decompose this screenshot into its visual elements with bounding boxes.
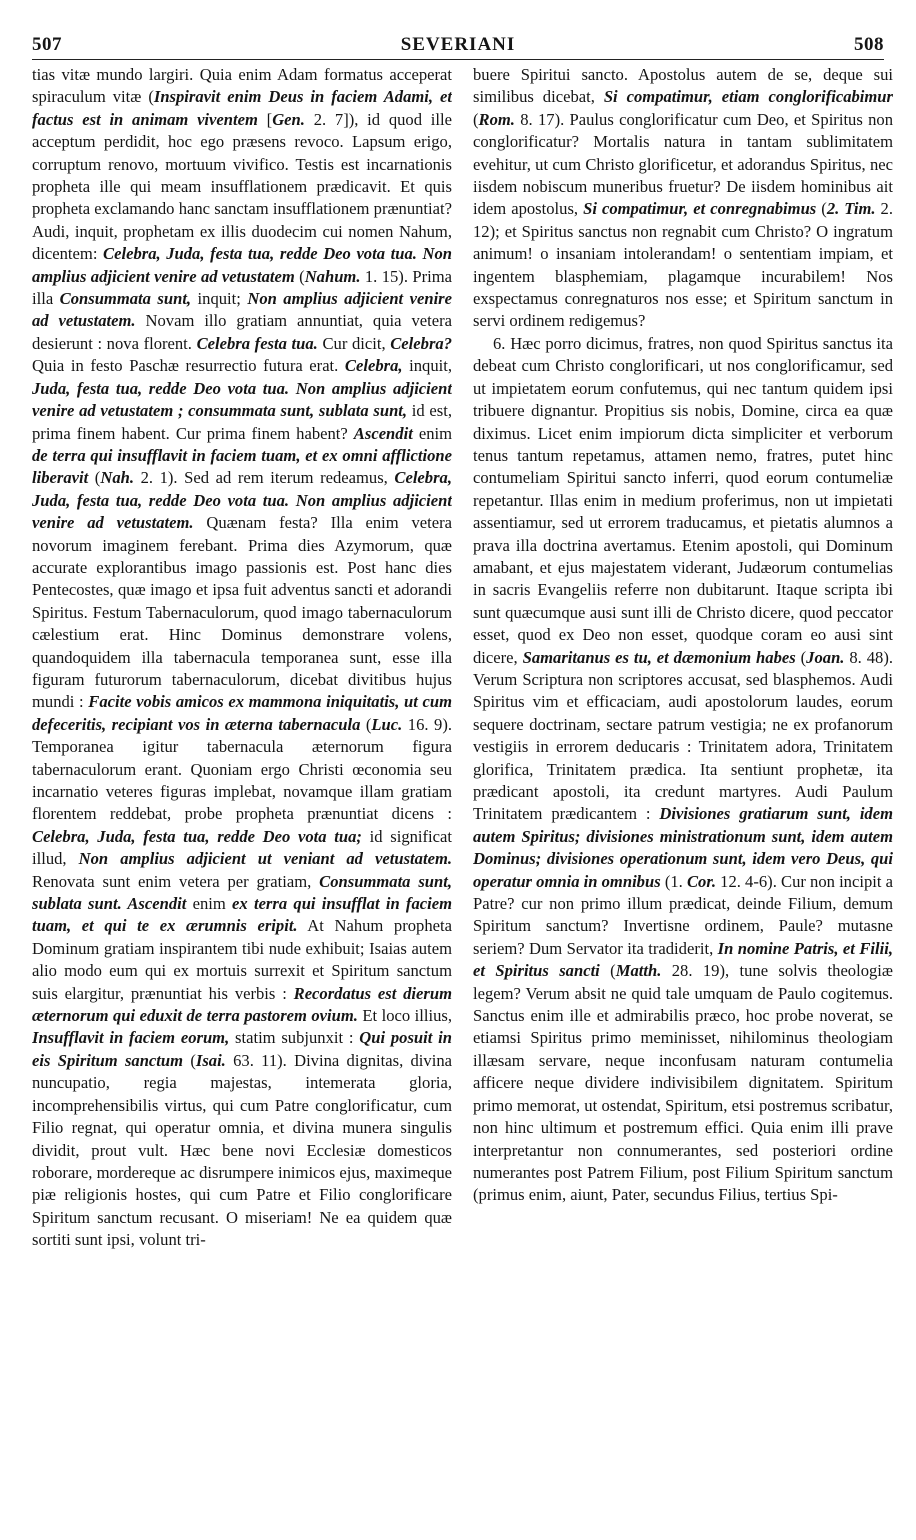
running-title: SEVERIANI [400, 34, 516, 55]
text-run: ( [360, 714, 372, 734]
page-number-right: 508 [854, 34, 884, 55]
italic-run: de terra qui insufflavit in faciem tuam, et ex omni afflictione liberavit [32, 445, 452, 488]
page-header [32, 34, 884, 58]
text-run: ( [88, 468, 101, 488]
text-run: 12. 4-6). Cur non incipit a Patre? cur non primo illum prædicat, deinde Filium, demum Spiritum sanctum? Invertisne ordinem, Paule? mutasne seriem? Dum Servator ita tradiderit, [473, 871, 893, 958]
italic-run: Juda, festa tua, redde Deo vota tua. Non amplius adjicient venire ad vetustatem ; consummata sunt, sublata sunt, [32, 378, 452, 421]
italic-run: Matth. [615, 961, 662, 981]
text-run: inquit; [191, 289, 248, 309]
italic-run: Nahum. [304, 266, 361, 286]
left-column [32, 64, 452, 1516]
italic-run: Insufflavit in faciem eorum, [32, 1028, 230, 1048]
italic-run: Nah. [100, 468, 135, 488]
paragraph [32, 64, 452, 1252]
text-run: id est, prima finem habent. Cur prima finem habent? [32, 401, 452, 443]
italic-run: 2. Tim. [826, 199, 876, 219]
text-run: ( [183, 1050, 196, 1070]
text-run: 8. 17). Paulus conglorificatur cum Deo, et Spiritus non conglorificatur? Mortalis natura in tantam sublimitatem evehitur, ut cum Christo glorificetur, et adorandus Spiritus, nec iisdem nobiscum muneribus fruetur? De iisdem hominibus ait idem apostolus, [473, 109, 893, 219]
italic-run: Gen. [272, 109, 305, 129]
italic-run: Luc. [371, 714, 403, 734]
italic-run: In nomine Patris, et Filii, et Spiritus sancti [473, 938, 893, 981]
text-run: 6. Hæc porro dicimus, fratres, non quod Spiritus sanctus ita debeat cum Christo conglorificari, ut nos conglorificamur, sed ut impietatem eorum confutemus, qui nec tantum quidem ipsi tribuere dignantur. Propitius sis nobis, Domine, circa ea quæ diximus. Licet enim impiorum dicta simpliciter et verborum tenus tantum repetamus, attamen nemo, fratres, putet hinc contumeliam Spiritui sancto inferri, quod eorum contumeliæ repetantur. Illas enim in medium proferimus, non ut impietati assentiamur, sed ut errorem traducamus, et pietatis alumnos a prava illa doctrina avertamus. Etenim apostoli, qui Dominum amabant, et ejus majestatem viderant, Judæorum contumelias in sacris Evangeliis referre non dubitarunt. Itaque scripta ibi sunt quæcumque ausi sunt illi de Christo dicere, quod peccator esset, quod ex Deo non esset, quodque coram eo ausi sint dicere, [473, 333, 893, 667]
text-run: 1. 15). Prima illa [32, 266, 452, 309]
italic-run: Si compatimur, et conregnabimus [583, 199, 817, 219]
text-run: inquit, [402, 356, 452, 376]
text-run: ( [473, 109, 479, 129]
text-run: 16. 9). Temporanea igitur tabernacula æternorum figura tabernaculorum erant. Quoniam ergo Christi œconomia seu incarnatio veteres figuras implebat, novamque illam gratiam florentem reddebat, probe propheta prænuntiat dicens : [32, 714, 452, 824]
italic-run: Inspiravit enim Deus in faciem Adami, et factus est in animam viventem [32, 87, 452, 129]
italic-run: Samaritanus es tu, et dæmonium habes [522, 647, 796, 667]
text-run: id significat illud, [32, 826, 452, 869]
italic-run: Ascendit [353, 423, 413, 443]
text-run: Cur dicit, [317, 333, 391, 353]
text-run: [ [257, 109, 273, 129]
italic-run: Recordatus est dierum æternorum qui eduxit de terra pastorem ovium. [32, 983, 452, 1026]
italic-run: Celebra? [390, 333, 452, 353]
italic-run: Celebra festa tua. [196, 333, 318, 353]
italic-run: Joan. [806, 647, 845, 667]
italic-run: Consummata sunt, [59, 289, 192, 309]
italic-run: Celebra, [344, 356, 403, 376]
text-run: 2. 7]), id quod ille acceptum perdidit, hoc ego præsens revoco. Lapsum erigo, corruptum renovo, mortuum vivifico. Testis est incarnationis propheta ille qui meam insufflationem prædicavit. Et quis propheta exclamando hanc sanctam insufflationem prænuntiat? Audi, inquit, prophetam ex illis duodecim cui nomen Nahum, dicentem: [32, 109, 452, 264]
text-run: enim [186, 894, 233, 914]
paragraph [473, 64, 893, 333]
text-run: Renovata sunt enim vetera per gratiam, [32, 871, 320, 891]
text-run: enim [412, 423, 452, 443]
italic-run: Consummata sunt, sublata sunt. Ascendit [32, 871, 452, 914]
italic-run: Qui posuit in eis Spiritum sanctum [32, 1028, 452, 1070]
italic-run: Facite vobis amicos ex mammona iniquitatis, ut cum defeceritis, recipiant vos in æterna tabernacula [32, 692, 452, 734]
text-run: ( [599, 961, 616, 981]
text-run: buere Spiritui sancto. Apostolus autem de se, deque sui similibus dicebat, [473, 65, 893, 107]
text-run: Et loco illius, [357, 1006, 452, 1026]
italic-run: Celebra, Juda, festa tua, redde Deo vota tua. Non amplius adjicient venire ad vetustatem. [32, 468, 452, 533]
right-column [473, 64, 893, 1516]
text-run: ( [816, 199, 827, 219]
italic-run: Non amplius adjicient ut veniant ad vetustatem. [78, 849, 452, 869]
text-run: 8. 48). Verum Scriptura non scriptores accusat, sed blasphemos. Audi Spiritus vim et efficaciam, audi apostolorum laudes, eorum sequere doctrinam, sectare patrum vestigia; ne ex profanorum vestigiis in errorem deducaris : Trinitatem adora, Trinitatem glorifica, Trinitatem prædica. Ita sentiunt prophetæ, ita prædicant apostoli, ita credunt martyres. Audi Paulum Trinitatem prædicantem : [473, 647, 893, 824]
italic-run: Non amplius adjicient venire ad vetustatem. [32, 289, 452, 331]
text-run: 28. 19), tune solvis theologiæ legem? Verum absit ne quid tale umquam de Paulo cogitemus. Sanctus enim ille et admirabilis præco, hoc probe noverat, se etiamsi Spiritus primo meminisset, nihilominus theologiam illæsam servare, neque inconfusam naturam contumelia afficere neque dividere indivisibilem dignitatem. Spiritum primo memorat, ut ostendat, Spiritum, etsi postremus scribatur, non hinc ultimum et postremum effici. Quia enim illi prave interpretantur non connumerantes, sed posteriori ordine numerantes post Patrem Filium, post Filium Spiritum sanctum (primus enim, aiunt, Pater, secundus Filius, tertius Spi- [473, 961, 893, 1205]
text-run: At Nahum propheta Dominum gratiam inspirantem tibi nude exhibuit; Isaias autem alio modo eum qui ex mortuis surrexit et Spiritum sanctum suis elargitur, prænuntiat his verbis : [32, 916, 452, 1003]
text-run: 2. 1). Sed ad rem iterum redeamus, [134, 468, 395, 488]
header-rule [32, 59, 884, 60]
text-run: 63. 11). Divina dignitas, divina nuncupatio, regia majestas, intemerata gloria, incomprehensibilis virtus, qui cum Patre conglorificatur, cum Filio regnat, qui operatur omnia, et divina munera singulis dividit, prout vult. Hæc bene novi Ecclesiæ domesticos roborare, mordereque ac disrumpere inimicos ejus, maximeque piæ religionis hostes, qui cum Patre et Filio conglorificare Spiritum sanctum recusant. O miseriam! Ne ea quidem quæ sortiti sunt ipsi, volunt tri- [32, 1050, 452, 1250]
text-run: statim subjunxit : [229, 1028, 360, 1048]
italic-run: Celebra, Juda, festa tua, redde Deo vota tua. Non amplius adjicient venire ad vetustatem [32, 244, 452, 286]
paragraph [473, 333, 893, 1207]
italic-run: ex terra qui insufflat in faciem tuam, et qui te ex ærumnis eripit. [32, 894, 452, 936]
text-run: Quia in festo Paschæ resurrectio futura erat. [32, 356, 345, 376]
text-run: ( [795, 647, 807, 667]
italic-run: Celebra, Juda, festa tua, redde Deo vota tua; [32, 826, 362, 846]
italic-run: Rom. [478, 109, 515, 129]
text-run: tias vitæ mundo largiri. Quia enim Adam formatus acceperat spiraculum vitæ ( [32, 65, 452, 107]
italic-run: Si compatimur, etiam conglorificabimur [603, 87, 893, 107]
text-run: 2. 12); et Spiritus sanctus non regnabit cum Christo? O ingratum animum! o insaniam intolerandam! o sententiam impiam, et ingentem blasphemiam, plagamque incurabilem! Nos exspectamus conregnaturos nos esse; et Spiritum sanctum in servi ordinem redigemus? [473, 199, 893, 331]
italic-run: Divisiones gratiarum sunt, idem autem Spiritus; divisiones ministrationum sunt, idem autem Dominus; divisiones operationum sunt, idem vero Deus, qui operatur omnia in omnibus [473, 804, 893, 891]
text-run: Quænam festa? Illa enim vetera novorum imaginem ferebant. Prima dies Azymorum, quæ accurate explorantibus imago passionis est. Post hanc dies Pentecostes, quæ imago et ipsa fuit adventus sancti et adorandi Spiritus. Festum Tabernaculorum, quod imago tabernaculorum cælestium erat. Hinc Dominus demonstrare volens, quandoquidem illa tabernacula temporanea sunt, esse illa figuram futurorum tabernaculorum, dicebat divitibus hujus mundi : [32, 513, 452, 712]
text-run: (1. [660, 871, 687, 891]
page-number-left: 507 [32, 34, 62, 55]
text-run: ( [294, 266, 305, 286]
text-run: Novam illo gratiam annuntiat, quia vetera desierunt : nova florent. [32, 311, 452, 353]
italic-run: Isai. [195, 1050, 226, 1070]
italic-run: Cor. [686, 871, 717, 891]
